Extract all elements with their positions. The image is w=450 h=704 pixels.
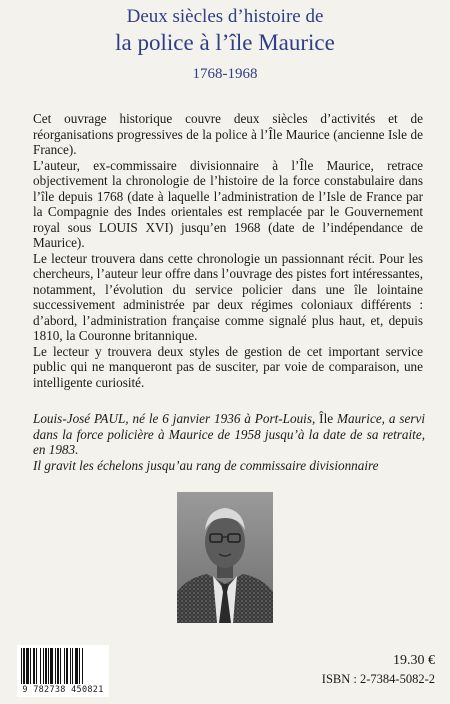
description-paragraph-3: Le lecteur trouvera dans cette chronologie un passionnant récit. Pour les chercheurs, l’auteur leur offre dans l’ouvrage des pistes fort intéressantes, notamment, l’évolution du service policier dans une île lointaine successivement administrée par deux régimes coloniaux différents : d’abord, l’administration française comme signalé plus haut, et, depuis 1810, la Couronne britannique.: [33, 250, 423, 343]
barcode: [17, 645, 109, 697]
barcode-number: 9 782738 450821: [22, 685, 104, 695]
author-bio: [33, 411, 425, 473]
author-bio-island: Île: [319, 411, 334, 426]
description-paragraph-4: Le lecteur y trouvera deux styles de gestion de cet important service public qui ne manqueront pas de susciter, par voie de comparaison, une intelligente curiosité.: [33, 343, 423, 390]
author-bio-text-a: Louis-José PAUL, né le 6 janvier 1936 à Port-Louis,: [33, 411, 320, 426]
author-bio-line-1: [33, 411, 425, 458]
description-paragraph-2: L’auteur, ex-commissaire divisionnaire à l’Île Maurice, retrace objectivement la chronologie de l’histoire de la force constabulaire dans l’île depuis 1768 (date à laquelle l’administration de l’Isle de France par la Compagnie des Indes orientales est remplacée par le Gouvernement royal sous LOUIS XVI) jusqu’en 1968 (date de l’indépendance de Maurice).: [33, 157, 423, 250]
barcode-bars-graphic: [21, 648, 105, 684]
title-line-2: la police à l’île Maurice: [115, 30, 335, 55]
author-bio-line-2: Il gravit les échelons jusqu’au rang de commissaire divisionnaire: [33, 457, 379, 473]
price: 19.30 €: [393, 653, 435, 668]
author-photo: [177, 492, 273, 623]
description-paragraph-1: Cet ouvrage historique couvre deux siècles d’activités et de réorganisations progressives de la police à l’Île Maurice (ancienne Isle de France).: [33, 111, 423, 157]
title-line-1: Deux siècles d’histoire de: [126, 6, 324, 27]
isbn: ISBN : 2-7384-5082-2: [321, 672, 435, 686]
title-dates: 1768-1968: [192, 66, 258, 82]
author-bio-text-b: Maurice, a servi dans la force policière à Maurice de 1958 jusqu’à la date de sa retraite, en 1983.: [33, 411, 426, 457]
book-description: [33, 111, 423, 390]
